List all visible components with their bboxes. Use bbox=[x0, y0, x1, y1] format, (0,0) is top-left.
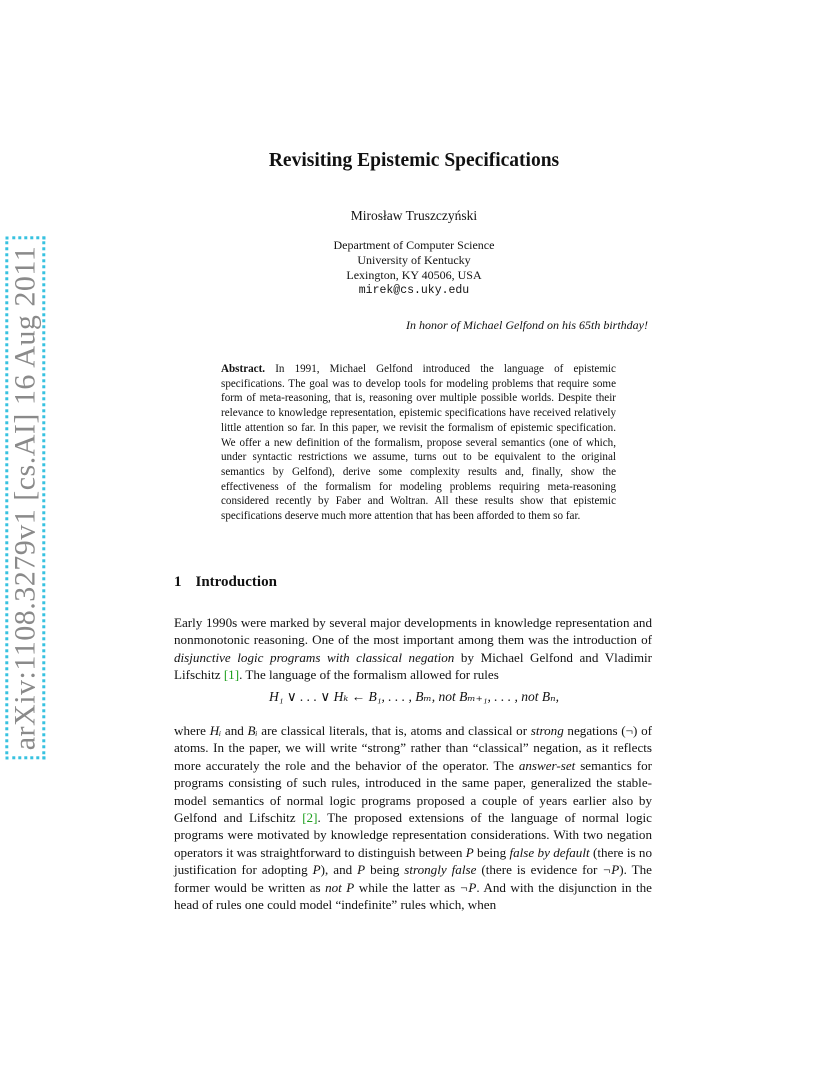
text-run: are classical literals, that is, atoms and classical or bbox=[257, 723, 531, 738]
emphasis-text: strong bbox=[530, 723, 564, 738]
author-email[interactable]: mirek@cs.uky.edu bbox=[358, 284, 470, 297]
text-run: negations (¬) of atoms. In the paper, we will write “strong” rather than “classical” negation, as it reflects more accurately the role and the behavior of the operator. The bbox=[174, 723, 653, 773]
intro-paragraph-2 bbox=[174, 722, 652, 913]
text-run: being bbox=[365, 862, 405, 878]
section-heading bbox=[174, 574, 277, 591]
citation-link[interactable]: [2] bbox=[302, 810, 318, 826]
text-run: . The language of the formalism allowed for rules bbox=[239, 667, 499, 683]
emphasis-text: false by default bbox=[509, 844, 590, 860]
text-run: semantics for programs consisting of such rules, introduced in the same paper, generalized the stable-model semantics of normal logic programs proposed a couple of years earlier also by Gelfond and Lifschitz bbox=[174, 757, 652, 826]
citation-link[interactable]: [1] bbox=[223, 667, 240, 683]
section-number: 1 bbox=[174, 574, 182, 590]
math-symbol: P bbox=[357, 862, 366, 878]
rule-formula: H₁ ∨ . . . ∨ Hₖ ← B₁, . . . , Bₘ, not Bₘ₊₁, . . . , not Bₙ, bbox=[269, 689, 559, 704]
abstract bbox=[221, 362, 616, 524]
address: Lexington, KY 40506, USA bbox=[346, 268, 482, 282]
affiliation-block bbox=[0, 238, 828, 298]
text-run: (there is evidence for bbox=[476, 862, 603, 878]
section-title: Introduction bbox=[195, 574, 277, 590]
math-symbol: ¬P bbox=[602, 862, 620, 878]
text-run: ), and bbox=[320, 862, 358, 878]
arxiv-sidebar bbox=[5, 245, 45, 751]
text-run: by Michael Gelfond and Vladimir Lifschitz bbox=[174, 649, 652, 683]
emphasis-text: disjunctive logic programs with classical negation bbox=[174, 649, 455, 665]
text-run: being bbox=[473, 844, 510, 860]
emphasis-text: answer-set bbox=[518, 757, 576, 773]
math-symbol: P bbox=[465, 844, 474, 860]
author-name: Mirosław Truszczyński bbox=[350, 208, 478, 223]
text-run: . And with the disjunction in the head of rules one could model “indefinite” rules which, when bbox=[174, 879, 652, 913]
abstract-text: In 1991, Michael Gelfond introduced the language of epistemic specifications. The goal was to develop tools for modeling problems that require some form of meta-reasoning, that is, reasoning over multiple possible worlds. Despite their relevance to knowledge representation, epistemic specifications have received relatively little attention so far. In this paper, we revisit the formalism of epistemic specification. We offer a new definition of the formalism, propose several semantics (one of which, under syntactic restrictions we assume, turns out to be equivalent to the original semantics by Gelfond), derive some complexity results and, finally, show the effectiveness of the formalism for modeling problems requiring meta-reasoning considered recently by Faber and Woltran. All these results show that epistemic specifications deserve much more attention that has been afforded to them so far. bbox=[221, 363, 616, 523]
math-symbol: P bbox=[312, 862, 321, 878]
intro-paragraph-1 bbox=[174, 614, 652, 684]
math-symbol: ¬P bbox=[459, 879, 477, 895]
text-run: while the latter as bbox=[354, 879, 460, 895]
math-symbol: Bᵢ bbox=[247, 723, 258, 738]
text-run: (there is no justification for adopting bbox=[174, 844, 652, 878]
text-run: ). The former would be written as bbox=[174, 862, 652, 895]
emphasis-text: strongly false bbox=[404, 862, 477, 878]
math-symbol: not P bbox=[325, 879, 355, 895]
abstract-label: Abstract. bbox=[221, 363, 266, 375]
text-run: and bbox=[221, 723, 248, 738]
department: Department of Computer Science bbox=[333, 238, 495, 252]
paper-title: Revisiting Epistemic Specifications bbox=[268, 150, 560, 171]
arxiv-stamp[interactable]: arXiv:1108.3279v1 [cs.AI] 16 Aug 2011 bbox=[5, 237, 45, 760]
dedication: In honor of Michael Gelfond on his 65th birthday! bbox=[406, 318, 648, 332]
text-run: . The proposed extensions of the language of normal logic programs were motivated by knowledge representation considerations. With two negation operators it was straightforward to distinguish between bbox=[174, 810, 652, 860]
math-symbol: Hᵢ bbox=[209, 723, 222, 738]
text-run: where bbox=[174, 723, 210, 738]
text-run: Early 1990s were marked by several major developments in knowledge representation and nonmonotonic reasoning. One of the most important among them was the introduction of bbox=[174, 615, 652, 648]
university: University of Kentucky bbox=[357, 253, 471, 267]
